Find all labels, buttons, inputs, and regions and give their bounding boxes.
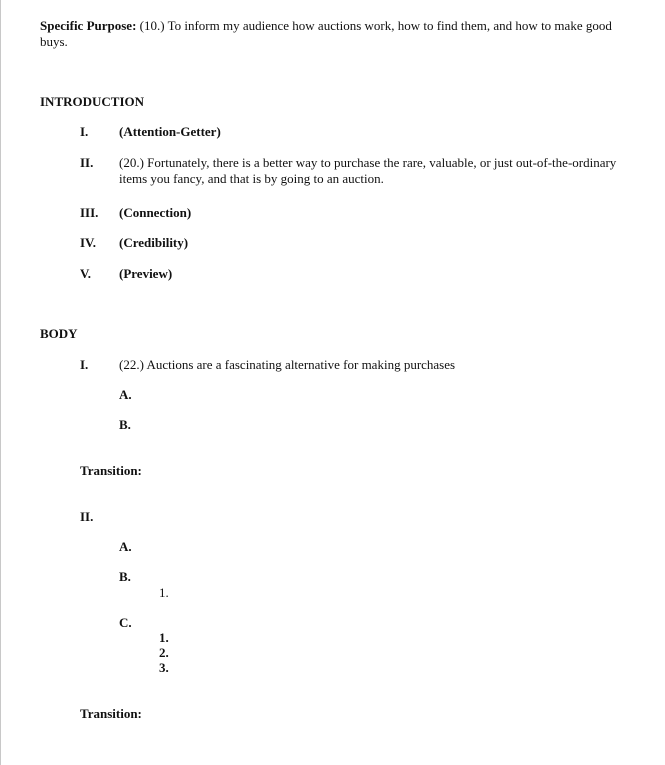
- intro-numeral-2: II.: [80, 155, 94, 170]
- intro-connection: (Connection): [119, 205, 192, 220]
- page-edge: [0, 0, 1, 765]
- body-point-2-sub-a: A.: [119, 539, 132, 554]
- intro-preview: (Preview): [119, 266, 173, 281]
- body-numeral-2: II.: [80, 509, 94, 524]
- body-point-2-sub-c-1: 1.: [159, 630, 169, 645]
- intro-attention-getter: (Attention-Getter): [119, 124, 221, 139]
- body-point-2-sub-c: C.: [119, 615, 132, 630]
- specific-purpose-text: (10.) To inform my audience how auctions work, how to find them, and how to make good buys.: [40, 18, 612, 49]
- intro-thesis-text: (20.) Fortunately, there is a better way to purchase the rare, valuable, or just out-of-the-ordinary items you fancy, and that is by going to an auction.: [119, 155, 617, 186]
- intro-numeral-1: I.: [80, 124, 89, 139]
- body-point-1-sub-a: A.: [119, 387, 132, 402]
- introduction-heading: INTRODUCTION: [40, 94, 145, 109]
- intro-credibility: (Credibility): [119, 235, 189, 250]
- intro-numeral-4: IV.: [80, 235, 97, 250]
- body-point-2-sub-b-1: 1.: [159, 585, 169, 600]
- transition-1: Transition:: [80, 463, 142, 478]
- body-point-2-sub-b: B.: [119, 569, 131, 584]
- specific-purpose: [40, 18, 632, 50]
- body-point-2-sub-c-3: 3.: [159, 660, 169, 675]
- body-heading: BODY: [40, 326, 78, 341]
- body-point-1-text: (22.) Auctions are a fascinating alternative for making purchases: [119, 357, 456, 372]
- specific-purpose-label: Specific Purpose:: [40, 18, 137, 33]
- body-point-1-sub-b: B.: [119, 417, 131, 432]
- body-point-2-sub-c-2: 2.: [159, 645, 169, 660]
- intro-numeral-3: III.: [80, 205, 99, 220]
- transition-2: Transition:: [80, 706, 142, 721]
- body-numeral-1: I.: [80, 357, 89, 372]
- intro-numeral-5: V.: [80, 266, 91, 281]
